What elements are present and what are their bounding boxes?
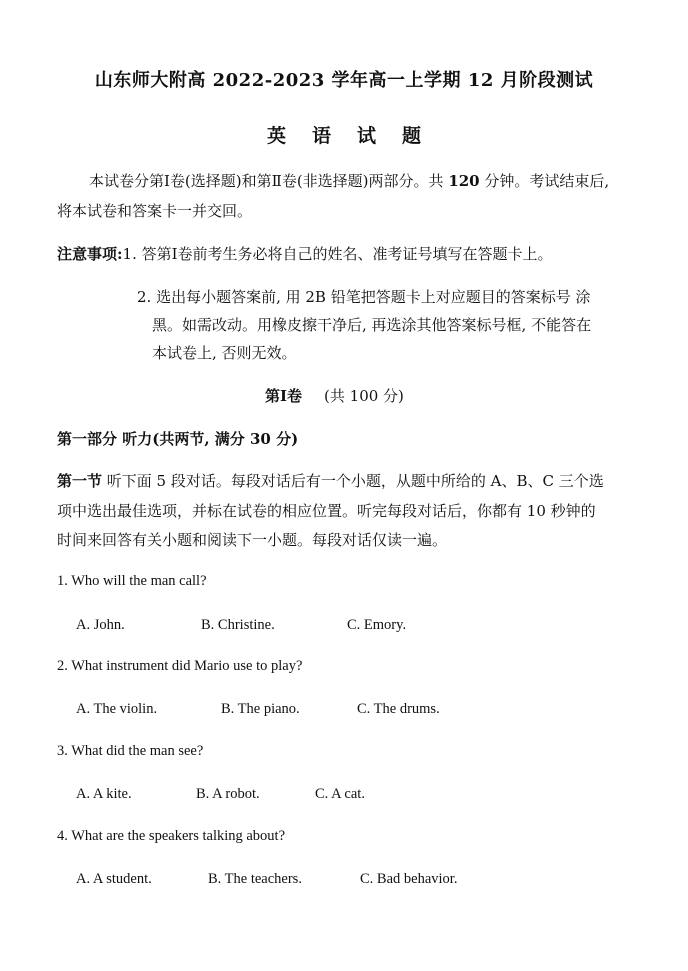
- option-1b: B. Christine.: [201, 617, 275, 633]
- option-2a: A. The violin.: [76, 701, 158, 717]
- notes-item-2-line-3: 本试卷上, 否则无效。: [152, 344, 297, 362]
- option-2b: B. The piano.: [221, 701, 300, 717]
- option-4a: A. A student.: [76, 871, 152, 887]
- volume-heading: [265, 381, 404, 412]
- option-3c: C. A cat.: [315, 786, 365, 802]
- question-1: 1. Who will the man call?: [57, 573, 207, 589]
- notes-label: 注意事项:: [57, 245, 123, 263]
- question-3: 3. What did the man see?: [57, 743, 204, 759]
- question-4: 4. What are the speakers talking about?: [57, 828, 286, 844]
- option-3a: A. A kite.: [76, 786, 132, 802]
- volume-score: (共 100 分): [324, 387, 404, 405]
- option-2c: C. The drums.: [357, 701, 440, 717]
- part1-heading: 第一部分 听力(共两节, 满分 30 分): [57, 430, 299, 448]
- notes-line-1: [57, 239, 553, 270]
- section1-line-1: 第一节 听下面 5 段对话。每段对话后有一个小题，从题中所给的 A、B、C 三个选: [57, 472, 604, 490]
- exam-duration: 120: [448, 172, 480, 190]
- option-4c: C. Bad behavior.: [360, 871, 458, 887]
- notes-item-2-line-2: 黑。如需改动。用橡皮擦干净后, 再选涂其他答案标号框, 不能答在: [152, 316, 592, 334]
- exam-subtitle: [0, 121, 688, 148]
- intro-line-1: 本试卷分第Ⅰ卷(选择题)和第Ⅱ卷(非选择题)两部分。共 120 分钟。考试结束后,: [89, 172, 610, 190]
- intro-line-2: 将本试卷和答案卡一并交回。: [57, 202, 253, 220]
- section1-label: 第一节: [57, 472, 103, 490]
- option-1c: C. Emory.: [347, 617, 407, 633]
- section1-line-3: 时间来回答有关小题和阅读下一小题。每段对话仅读一遍。: [57, 531, 448, 549]
- exam-title: 山东师大附高 2022-2023 学年高一上学期 12 月阶段测试: [94, 70, 594, 91]
- option-4b: B. The teachers.: [208, 871, 302, 887]
- option-1a: A. John.: [76, 617, 125, 633]
- option-3b: B. A robot.: [196, 786, 260, 802]
- subtitle-char: 语: [311, 125, 331, 147]
- notes-item-1: 1. 答第Ⅰ卷前考生务必将自己的姓名、准考证号填写在答题卡上。: [122, 245, 553, 263]
- question-2: 2. What instrument did Mario use to play?: [57, 658, 303, 674]
- subtitle-char: 试: [357, 125, 377, 147]
- section1-line-2: 项中选出最佳选项，并标在试卷的相应位置。听完每段对话后，你都有 10 秒钟的: [57, 502, 596, 520]
- notes-item-2-line-1: 2. 选出每小题答案前, 用 2B 铅笔把答题卡上对应题目的答案标号 涂: [137, 288, 591, 306]
- subtitle-char: 英: [266, 125, 286, 147]
- subtitle-char: 题: [402, 125, 422, 147]
- volume-name: 第Ⅰ卷: [265, 387, 303, 405]
